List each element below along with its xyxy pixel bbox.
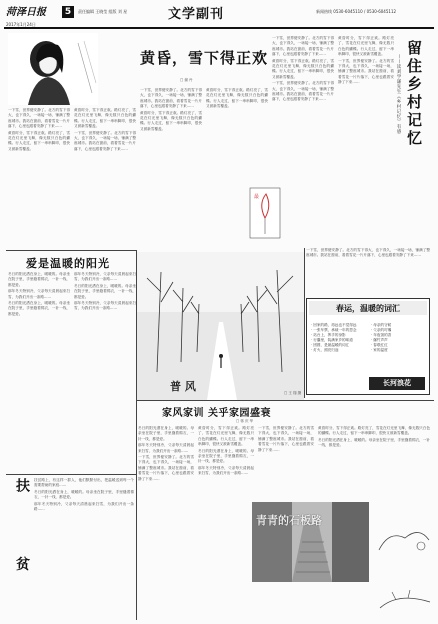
article-title-family: 家风家训 关乎家园盛衰: [162, 408, 271, 419]
book-plant-illustration: [236, 178, 294, 248]
article-title-love-warm-sun: 爱是温暖的阳光: [26, 257, 110, 270]
article-body-col4: 黄昏时分，雪下得正欢。路灯亮了，雪花在灯光里飞舞，像无数只白色的蝴蝶。行人走过，留下一串串脚印，很快又被新雪覆盖。: [206, 88, 268, 109]
stay-village-body: 一下雪，世界便安静了。北方的雪下得大，也下得久，一场接一场，铺满了整座城市。我站在窗前，看着雪花一片片落下，心里也跟着安静了下来……: [306, 248, 430, 258]
article-body-col1: 一下雪，世界便安静了。北方的雪下得大，也下得久，一场接一场，铺满了整座城市。我站在窗前，看着雪花一片片落下，心里也跟着安静了下来…… 黄昏时分，雪下得正欢。路灯亮了，雪花在灯光里飞舞，像无数只白色的蝴蝶。行人走过，留下一串串脚印，很快又被新雪覆盖。: [8, 108, 70, 151]
family-body-col4: 黄昏时分，雪下得正欢。路灯亮了，雪花在灯光里飞舞，像无数只白色的蝴蝶。行人走过，留下一串串脚印，很快又被新雪覆盖。 冬日的阳光洒在身上，暖暖的。母亲坐在院子里，手里缝着棉衣，一针一线，都是爱。: [318, 426, 430, 448]
article-title-stay-village: 留住乡村记忆: [405, 40, 423, 148]
vocab-left-list: · 回家的路，再远也不觉得远 · 一张车票，承载一年的思念 · 站台上，挥手的身影 · 行囊里，装满家乡的味道 · 团圆，是最温暖的词汇 · 灯火，照亮归途: [311, 323, 357, 352]
article-subtitle-stay-village: ——读刘学谦先生《乡村记忆》有感: [396, 54, 401, 134]
photo-label-plain: 普 风: [170, 380, 196, 393]
love-body-col1: 冬日的阳光洒在身上，暖暖的。母亲坐在院子里，手里缝着棉衣，一针一线，都是爱。 那年冬天特别冷，父亲每天清晨起来扫雪，为我们开出一条路…… 冬日的阳光洒在身上，暖暖的。母亲坐在院子里，手里缝着棉衣，一针一线，都是爱。: [8, 272, 70, 316]
article-title-yellow-dusk: 黄昏，雪下得正欢: [140, 49, 269, 67]
article-body-col2: 黄昏时分，雪下得正欢。路灯亮了，雪花在灯光里飞舞，像无数只白色的蝴蝶。行人走过，留下一串串脚印，很快又被新雪覆盖。 一下雪，世界便安静了。北方的雪下得大，也下得久，一场接一场，铺满了整座城市。我站在窗前，看着雪花一片片落下，心里也跟着安静了下来……: [74, 108, 136, 151]
byline-yellow-dusk: □ 谢 丹: [180, 78, 193, 82]
article-title-poverty: 扶 贫: [14, 478, 30, 601]
spring-vocab-title: 春运，温暖的词汇: [309, 301, 427, 315]
section-title: 文学副刊: [168, 7, 225, 22]
news-hotline: 新闻热线 0530-6045110 / 0530-6045112: [316, 9, 397, 14]
family-body-col3: 一下雪，世界便安静了。北方的雪下得大，也下得久，一场接一场，铺满了整座城市。我站在窗前，看着雪花一片片落下，心里也跟着安静了下来……: [258, 426, 314, 452]
header-rule: [4, 27, 434, 29]
svg-text:最: 最: [254, 194, 260, 200]
column-rule: [304, 248, 305, 398]
branch-decoration: [378, 588, 432, 618]
article-body-col6: 黄昏时分，雪下得正欢。路灯亮了，雪花在灯光里飞舞，像无数只白色的蝴蝶。行人走过，留下一串串脚印，很快又被新雪覆盖。 一下雪，世界便安静了。北方的雪下得大，也下得久，一场接一场，铺满了整座城市。我站在窗前，看着雪花一片片落下，心里也跟着安静了下来……: [338, 36, 394, 85]
pine-decoration: [375, 520, 433, 560]
vocab-right-list: · 母亲的守候 · 父亲的叮嘱 · 年夜饭的香 · 爆竹声声 · 春联红红 · 家的温度: [371, 323, 392, 352]
family-body-col2: 黄昏时分，雪下得正欢。路灯亮了，雪花在灯光里飞舞，像无数只白色的蝴蝶。行人走过，留下一串串脚印，很快又被新雪覆盖。 冬日的阳光洒在身上，暖暖的。母亲坐在院子里，手里缝着棉衣，一针一线，都是爱。 那年冬天特别冷，父亲每天清晨起来扫雪，为我们开出一条路……: [198, 426, 254, 476]
divider: [136, 400, 434, 401]
snowy-road-photo: [137, 252, 304, 400]
photo-credit: □ 王 翔 摄: [284, 391, 302, 395]
page-number-badge: 5: [62, 6, 74, 18]
vocab-strip-label: 长河浪花: [369, 377, 425, 390]
editor-credit: 责任编辑 王晓莹 组版 刘 星: [78, 9, 128, 14]
byline-family: □ 蒋 庆 华: [236, 419, 254, 423]
article-title-stone-road: 青青的石板路: [256, 514, 322, 527]
poverty-body: 扶贫路上，有这样一群人，他们默默付出，把温暖送到每一个需要帮助的家庭…… 冬日的阳光洒在身上，暖暖的。母亲坐在院子里，手里缝着棉衣，一针一线，都是爱。 那年冬天特别冷，父亲每天清晨起来扫雪，为我们开出一条路……: [34, 478, 134, 512]
divider: [6, 250, 136, 251]
family-body-col1: 冬日的阳光洒在身上，暖暖的。母亲坐在院子里，手里缝着棉衣，一针一线，都是爱。 那年冬天特别冷，父亲每天清晨起来扫雪，为我们开出一条路…… 一下雪，世界便安静了。北方的雪下得大，也下得久，一场接一场，铺满了整座城市。我站在窗前，看着雪花一片片落下，心里也跟着安静了下来……: [138, 426, 194, 481]
woman-portrait-illustration: [8, 33, 98, 105]
article-body-col3: 一下雪，世界便安静了。北方的雪下得大，也下得久，一场接一场，铺满了整座城市。我站在窗前，看着雪花一片片落下，心里也跟着安静了下来…… 黄昏时分，雪下得正欢。路灯亮了，雪花在灯光里飞舞，像无数只白色的蝴蝶。行人走过，留下一串串脚印，很快又被新雪覆盖。: [140, 88, 202, 131]
divider: [6, 474, 136, 475]
love-body-col2: 那年冬天特别冷，父亲每天清晨起来扫雪，为我们开出一条路…… 冬日的阳光洒在身上，暖暖的。母亲坐在院子里，手里缝着棉衣，一针一线，都是爱。 那年冬天特别冷，父亲每天清晨起来扫雪，为我们开出一条路……: [74, 272, 136, 311]
masthead: 菏泽日报: [6, 7, 46, 18]
article-body-col5: 一下雪，世界便安静了。北方的雪下得大，也下得久，一场接一场，铺满了整座城市。我站在窗前，看着雪花一片片落下，心里也跟着安静了下来…… 黄昏时分，雪下得正欢。路灯亮了，雪花在灯光里飞舞，像无数只白色的蝴蝶。行人走过，留下一串串脚印，很快又被新雪覆盖。 一下雪，世界便安静了。北方的雪下得大，也下得久，一场接一场，铺满了整座城市。我站在窗前，看着雪花一片片落下，心里也跟着安静了下来……: [272, 36, 334, 102]
publish-date: 2017年1月24日: [6, 22, 36, 27]
column-rule: [136, 250, 137, 620]
